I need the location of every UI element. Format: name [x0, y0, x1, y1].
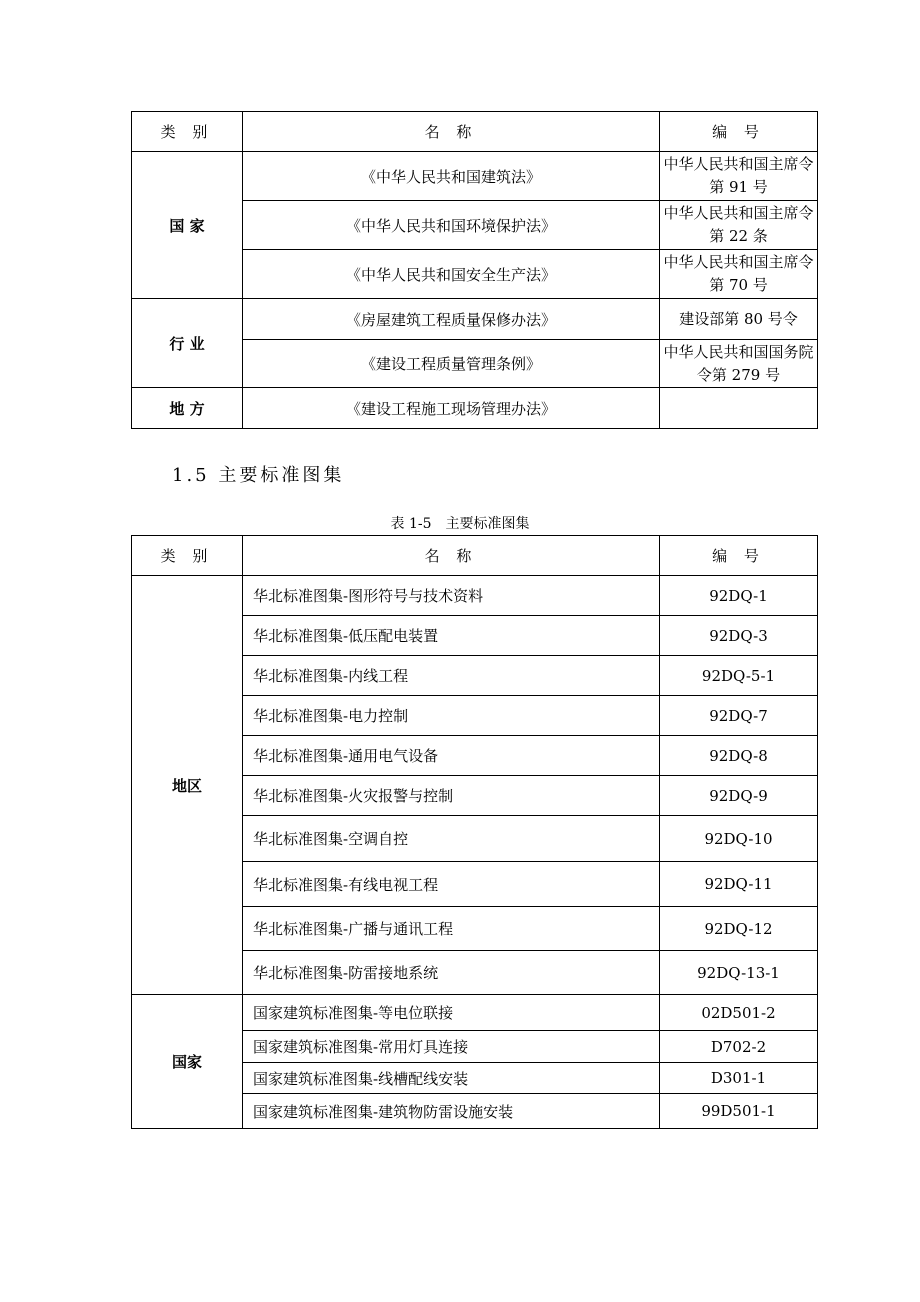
atlas-code: 92DQ-9: [660, 776, 818, 816]
category-industry: 行 业: [132, 299, 243, 388]
regulation-name: 《建设工程质量管理条例》: [243, 340, 660, 388]
table-caption: 表 1-5 主要标准图集: [390, 516, 530, 532]
regulation-code: 中华人民共和国国务院令第 279 号: [660, 340, 818, 388]
header-name: 名 称: [243, 536, 660, 576]
table-header-row: [132, 112, 818, 152]
atlas-name: 国家建筑标准图集-线槽配线安装: [243, 1063, 660, 1094]
category-region: 地区: [132, 576, 243, 995]
atlas-code: 92DQ-3: [660, 616, 818, 656]
table-row: [132, 388, 818, 429]
category-local: 地 方: [132, 388, 243, 429]
atlas-code: 92DQ-11: [660, 862, 818, 907]
atlas-name: 国家建筑标准图集-等电位联接: [243, 995, 660, 1031]
regulation-name: 《中华人民共和国安全生产法》: [243, 250, 660, 299]
regulation-code: 中华人民共和国主席令第 70 号: [660, 250, 818, 299]
atlas-code: D301-1: [660, 1063, 818, 1094]
header-code: 编 号: [660, 536, 818, 576]
regulation-code: 中华人民共和国主席令第 91 号: [660, 152, 818, 201]
table-header-row: [132, 536, 818, 576]
atlas-name: 华北标准图集-通用电气设备: [243, 736, 660, 776]
atlas-name: 华北标准图集-低压配电装置: [243, 616, 660, 656]
atlas-name: 华北标准图集-电力控制: [243, 696, 660, 736]
regulation-code: 建设部第 80 号令: [660, 299, 818, 340]
atlas-name: 华北标准图集-火灾报警与控制: [243, 776, 660, 816]
table-row: [132, 299, 818, 340]
category-national: 国 家: [132, 152, 243, 299]
regulation-code: [660, 388, 818, 429]
atlas-code: 92DQ-7: [660, 696, 818, 736]
category-national: 国家: [132, 995, 243, 1129]
regulation-name: 《房屋建筑工程质量保修办法》: [243, 299, 660, 340]
atlas-name: 国家建筑标准图集-建筑物防雷设施安装: [243, 1094, 660, 1129]
header-code: 编 号: [660, 112, 818, 152]
regulation-name: 《中华人民共和国环境保护法》: [243, 201, 660, 250]
atlas-name: 华北标准图集-图形符号与技术资料: [243, 576, 660, 616]
atlas-code: 99D501-1: [660, 1094, 818, 1129]
atlas-code: 92DQ-5-1: [660, 656, 818, 696]
atlas-name: 华北标准图集-内线工程: [243, 656, 660, 696]
atlas-code: 02D501-2: [660, 995, 818, 1031]
atlas-name: 华北标准图集-广播与通讯工程: [243, 907, 660, 951]
header-category: 类 别: [132, 112, 243, 152]
atlas-name: 华北标准图集-空调自控: [243, 816, 660, 862]
header-name: 名 称: [243, 112, 660, 152]
atlas-code: 92DQ-8: [660, 736, 818, 776]
atlas-code: 92DQ-13-1: [660, 951, 818, 995]
regulation-name: 《中华人民共和国建筑法》: [243, 152, 660, 201]
atlas-code: 92DQ-12: [660, 907, 818, 951]
atlas-code: D702-2: [660, 1031, 818, 1063]
table-row: [132, 995, 818, 1031]
regulation-code: 中华人民共和国主席令第 22 条: [660, 201, 818, 250]
section-heading: 1.5 主要标准图集: [172, 465, 345, 486]
atlas-name: 华北标准图集-有线电视工程: [243, 862, 660, 907]
regulations-table: [131, 111, 818, 429]
standard-atlas-table: [131, 535, 818, 1129]
atlas-name: 国家建筑标准图集-常用灯具连接: [243, 1031, 660, 1063]
regulation-name: 《建设工程施工现场管理办法》: [243, 388, 660, 429]
atlas-code: 92DQ-10: [660, 816, 818, 862]
atlas-name: 华北标准图集-防雷接地系统: [243, 951, 660, 995]
table-row: [132, 576, 818, 616]
atlas-code: 92DQ-1: [660, 576, 818, 616]
header-category: 类 别: [132, 536, 243, 576]
table-row: [132, 152, 818, 201]
